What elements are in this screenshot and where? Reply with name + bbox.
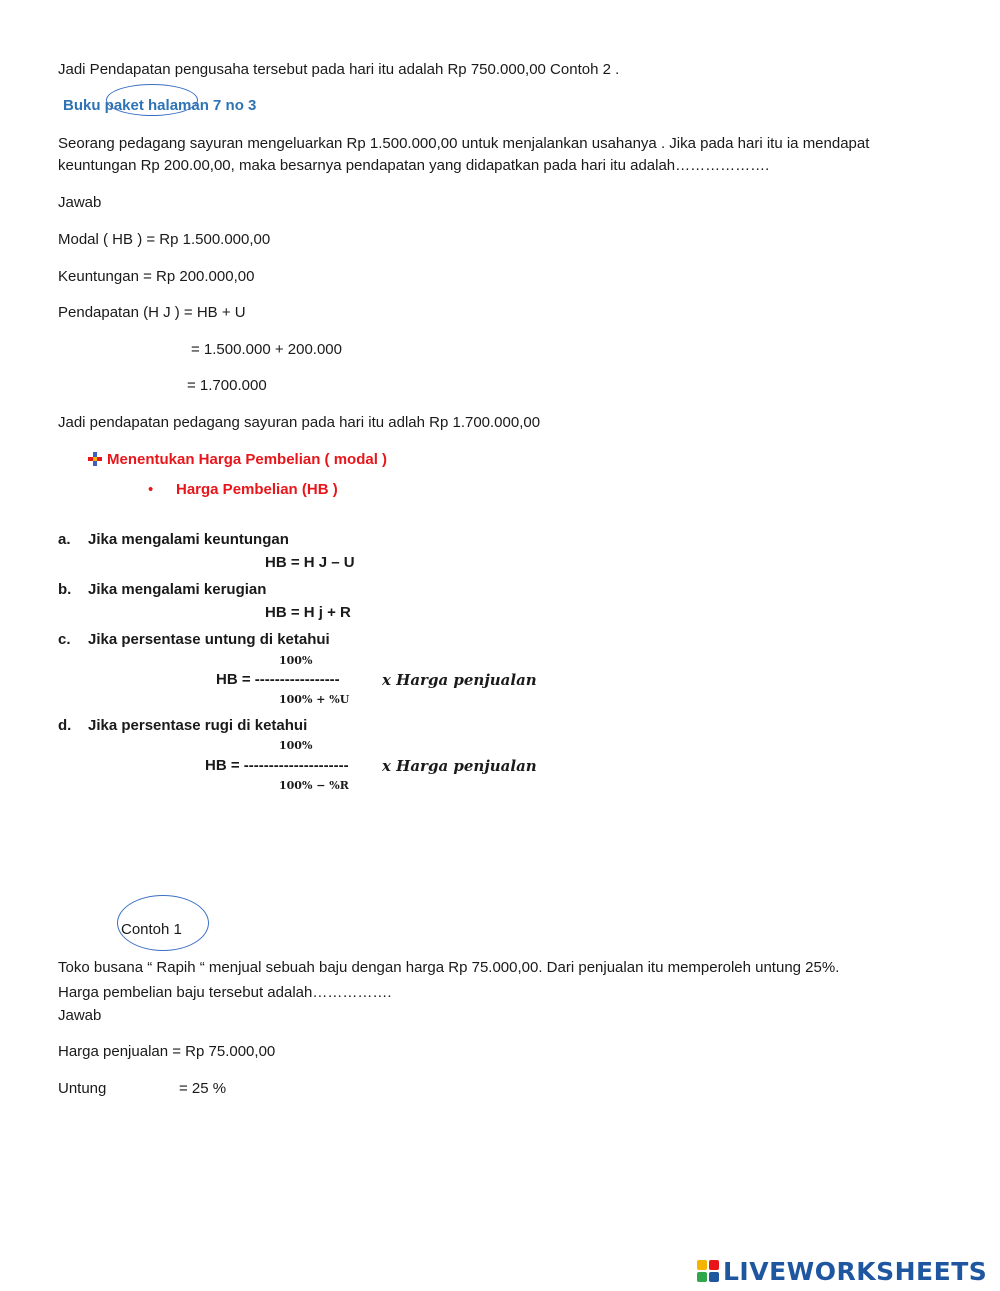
case-d-letter: d. — [58, 717, 72, 734]
case-d-title: Jika persentase rugi di ketahui — [88, 717, 308, 734]
example-label: Contoh 1 — [121, 921, 182, 938]
untung-label: Untung — [58, 1080, 107, 1097]
section-heading: Menentukan Harga Pembelian ( modal ) — [107, 451, 388, 468]
calc-step-2: = 1.700.000 — [187, 377, 267, 394]
case-a-title: Jika mengalami keuntungan — [88, 531, 289, 548]
pendapatan-line: Pendapatan (H J ) = HB + U — [58, 304, 246, 321]
case-a-letter: a. — [58, 531, 71, 548]
logo-mark-icon — [697, 1260, 719, 1282]
answer-label: Jawab — [58, 194, 102, 211]
case-c-numerator: 100% — [279, 654, 313, 667]
case-d-numerator: 100% — [279, 739, 313, 752]
harga-penjualan-line: Harga penjualan = Rp 75.000,00 — [58, 1043, 276, 1060]
problem-line-1: Seorang pedagang sayuran mengeluarkan Rp 1.500.000,00 untuk menjalankan usahanya . Jika pada hari itu ia mendapat — [58, 135, 870, 152]
case-b-letter: b. — [58, 581, 72, 598]
intro-line: Jadi Pendapatan pengusaha tersebut pada hari itu adalah Rp 750.000,00 Contoh 2 . — [58, 61, 620, 78]
case-c-rhs: x Harga penjualan — [382, 671, 537, 689]
example-jawab: Jawab — [58, 1007, 102, 1024]
bullet-dot: • — [148, 481, 154, 498]
section-bullet: Harga Pembelian (HB ) — [176, 481, 338, 498]
case-d-rhs: x Harga penjualan — [382, 757, 537, 775]
calc-step-1: = 1.500.000 + 200.000 — [191, 341, 342, 358]
example-line-1: Toko busana “ Rapih “ menjual sebuah baju dengan harga Rp 75.000,00. Dari penjualan itu memperoleh untung 25%. — [58, 959, 840, 976]
keuntungan-line: Keuntungan = Rp 200.000,00 — [58, 268, 255, 285]
case-a-formula: HB = H J – U — [265, 554, 355, 571]
annotation-oval-book — [106, 84, 198, 116]
modal-line: Modal ( HB ) = Rp 1.500.000,00 — [58, 231, 271, 248]
book-reference: Buku paket halaman 7 no 3 — [63, 97, 257, 114]
untung-value: = 25 % — [179, 1080, 227, 1097]
case-c-letter: c. — [58, 631, 71, 648]
liveworksheets-logo — [697, 1256, 987, 1286]
plus-bullet-icon — [88, 452, 102, 466]
logo-text: LIVEWORKSHEETS — [723, 1256, 988, 1286]
case-d-lhs: HB = --------------------- — [205, 757, 349, 774]
case-b-formula: HB = H j + R — [265, 604, 351, 621]
case-b-title: Jika mengalami kerugian — [88, 581, 267, 598]
answer-conclusion: Jadi pendapatan pedagang sayuran pada hari itu adlah Rp 1.700.000,00 — [58, 414, 541, 431]
case-c-denominator: 100% + %U — [279, 693, 350, 706]
problem-line-2: keuntungan Rp 200.00,00, maka besarnya pendapatan yang didapatkan pada hari itu adalah………………. — [58, 157, 770, 174]
example-line-2: Harga pembelian baju tersebut adalah……………. — [58, 984, 392, 1001]
case-c-lhs: HB = ----------------- — [216, 671, 340, 688]
case-c-title: Jika persentase untung di ketahui — [88, 631, 330, 648]
case-d-denominator: 100% − %R — [279, 779, 349, 792]
